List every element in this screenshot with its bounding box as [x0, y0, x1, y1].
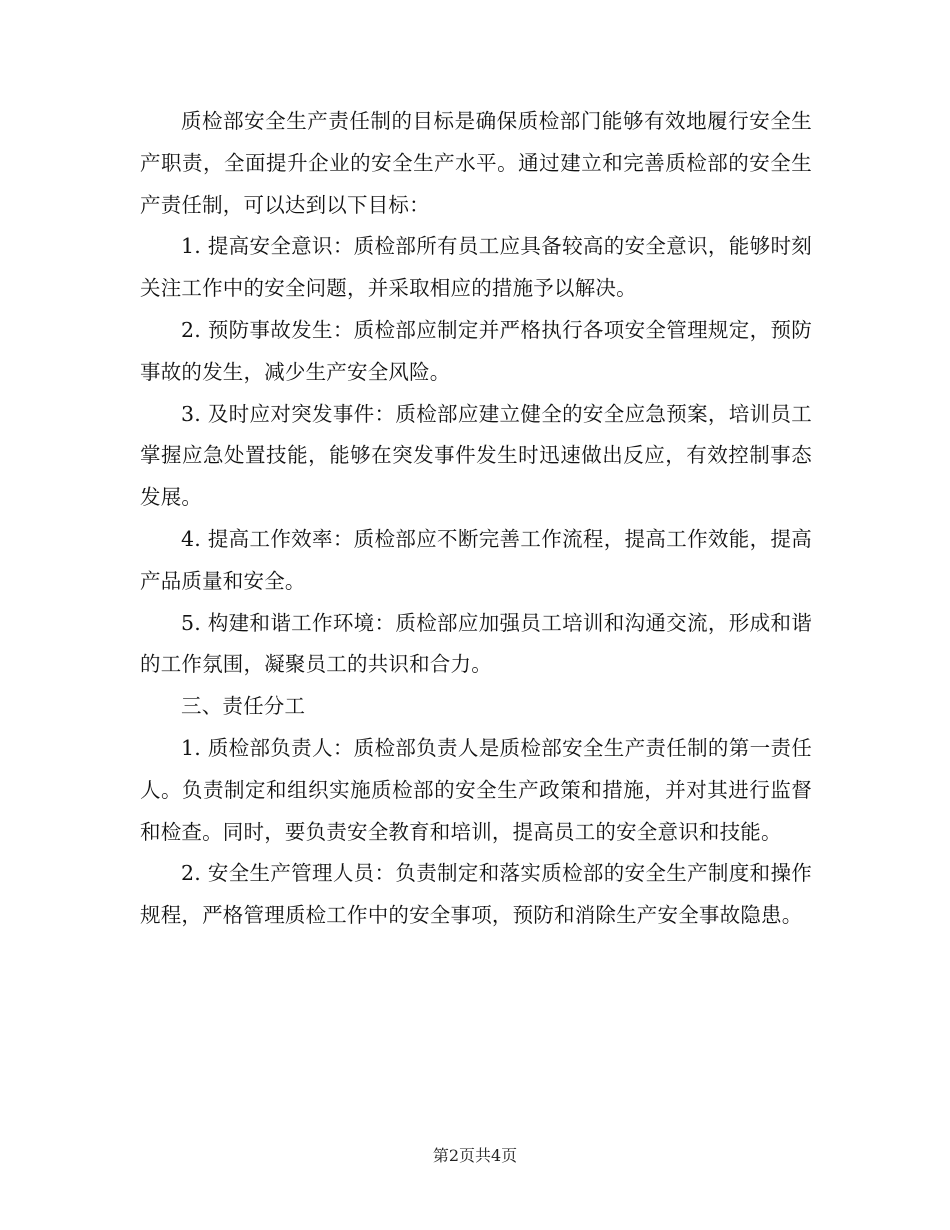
paragraph-goal-2: 2. 预防事故发生：质检部应制定并严格执行各项安全管理规定，预防事故的发生，减少生产安全风险。 — [140, 317, 812, 384]
document-body — [140, 101, 812, 937]
paragraph-goal-1: 1. 提高安全意识：质检部所有员工应具备较高的安全意识，能够时刻关注工作中的安全问题，并采取相应的措施予以解决。 — [140, 234, 812, 301]
paragraph-goal-3: 3. 及时应对突发事件：质检部应建立健全的安全应急预案，培训员工掌握应急处置技能，能够在突发事件发生时迅速做出反应，有效控制事态发展。 — [140, 401, 812, 510]
paragraph-goal-5: 5. 构建和谐工作环境：质检部应加强员工培训和沟通交流，形成和谐的工作氛围，凝聚员工的共识和合力。 — [140, 610, 812, 677]
section-heading-responsibility: 三、责任分工 — [181, 694, 306, 719]
paragraph-role-2: 2. 安全生产管理人员：负责制定和落实质检部的安全生产制度和操作规程，严格管理质检工作中的安全事项，预防和消除生产安全事故隐患。 — [140, 861, 812, 928]
page-number: 第2页共4页 — [432, 1146, 518, 1165]
paragraph-intro: 质检部安全生产责任制的目标是确保质检部门能够有效地履行安全生产职责，全面提升企业的安全生产水平。通过建立和完善质检部的安全生产责任制，可以达到以下目标： — [140, 109, 812, 217]
paragraph-role-1: 1. 质检部负责人：质检部负责人是质检部安全生产责任制的第一责任人。负责制定和组织实施质检部的安全生产政策和措施，并对其进行监督和检查。同时，要负责安全教育和培训，提高员工的安全意识和技能。 — [140, 735, 812, 844]
paragraph-goal-4: 4. 提高工作效率：质检部应不断完善工作流程，提高工作效能，提高产品质量和安全。 — [140, 526, 812, 593]
